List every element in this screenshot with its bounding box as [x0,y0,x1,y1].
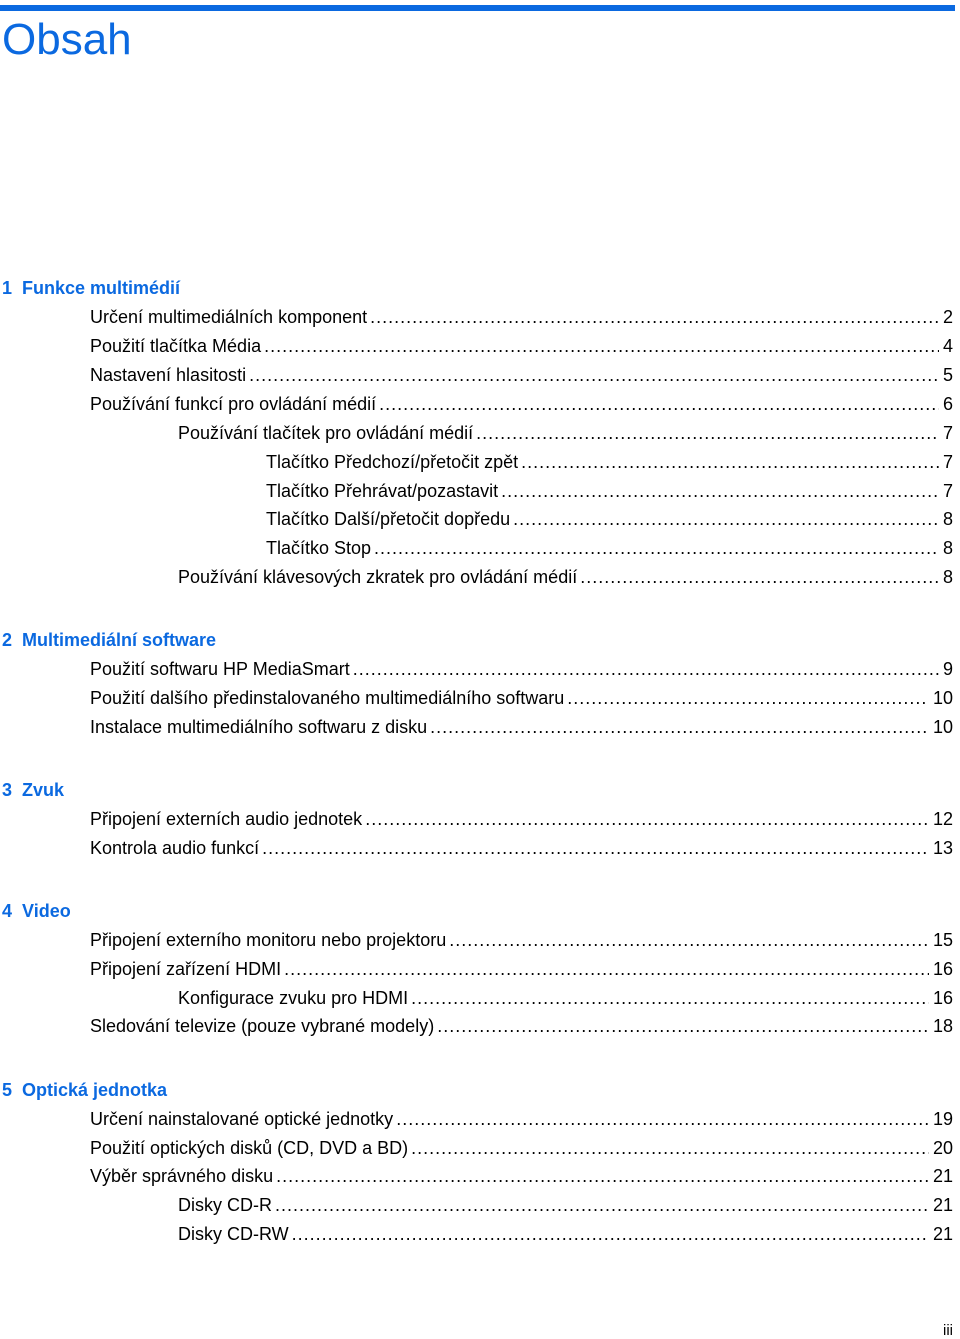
toc-entry-page: 7 [942,452,953,472]
chapter-number: 2 [2,630,13,650]
toc-entry[interactable] [90,687,953,709]
dot-leader [430,716,929,738]
toc-entry[interactable] [178,566,953,588]
chapter-heading[interactable] [2,900,71,922]
toc-entry[interactable] [90,837,953,859]
dot-leader [292,1223,929,1245]
toc-entry-page: 19 [932,1109,953,1129]
chapter-heading[interactable] [2,1079,167,1101]
toc-entry-page: 7 [942,423,953,443]
toc-entry-label: Připojení externího monitoru nebo projektoru [90,930,447,950]
dot-leader [513,508,939,530]
toc-entry-page: 21 [932,1166,953,1186]
dot-leader [249,364,939,386]
dot-leader [567,687,929,709]
toc-entry-label: Určení nainstalované optické jednotky [90,1109,394,1129]
toc-entry-page: 16 [932,988,953,1008]
chapter-title: Multimediální software [22,630,217,650]
toc-entry[interactable] [90,929,953,951]
chapter-heading[interactable] [2,779,64,801]
toc-entry-label: Tlačítko Předchozí/přetočit zpět [266,452,519,472]
toc-entry-page: 8 [942,567,953,587]
chapter-number: 3 [2,780,13,800]
toc-entry-page: 10 [932,717,953,737]
toc-entry[interactable] [90,306,953,328]
toc-entry-page: 8 [942,538,953,558]
toc-entry-label: Použití tlačítka Média [90,336,262,356]
toc-entry-page: 16 [932,959,953,979]
toc-entry-label: Disky CD-RW [178,1224,289,1244]
toc-entry-page: 12 [932,809,953,829]
toc-entry-page: 9 [942,659,953,679]
toc-entry-label: Sledování televize (pouze vybrané modely) [90,1016,435,1036]
chapter-number: 5 [2,1080,13,1100]
chapter-title: Zvuk [22,780,65,800]
toc-entry[interactable] [178,1223,953,1245]
toc-entry-page: 6 [942,394,953,414]
toc-entry-label: Tlačítko Stop [266,538,372,558]
dot-leader [449,929,929,951]
dot-leader [521,451,939,473]
toc-entry-page: 10 [932,688,953,708]
toc-entry-page: 5 [942,365,953,385]
toc-entry[interactable] [90,958,953,980]
dot-leader [411,1137,929,1159]
toc-entry-page: 21 [932,1224,953,1244]
page-title: Obsah [2,15,132,64]
toc-entry[interactable] [178,1194,953,1216]
toc-entry[interactable] [90,1137,953,1159]
toc-entry-label: Kontrola audio funkcí [90,838,260,858]
toc-entry[interactable] [178,987,953,1009]
toc-entry-label: Používání funkcí pro ovládání médií [90,394,377,414]
toc-entry-label: Používání klávesových zkratek pro ovládání médií [178,567,578,587]
top-rule [0,5,955,11]
toc-entry-label: Použití softwaru HP MediaSmart [90,659,350,679]
toc-entry-label: Instalace multimediálního softwaru z disku [90,717,428,737]
toc-entry[interactable] [90,658,953,680]
toc-entry-label: Tlačítko Další/přetočit dopředu [266,509,511,529]
toc-entry[interactable] [90,393,953,415]
toc-entry[interactable] [266,451,953,473]
toc-entry-page: 13 [932,838,953,858]
dot-leader [365,808,929,830]
chapter-heading[interactable] [2,277,180,299]
chapter-heading[interactable] [2,629,216,651]
dot-leader [276,1165,929,1187]
dot-leader [284,958,929,980]
toc-entry-label: Připojení externích audio jednotek [90,809,363,829]
toc-entry-label: Použití dalšího předinstalovaného multimediálního softwaru [90,688,565,708]
toc-entry[interactable] [90,335,953,357]
dot-leader [370,306,939,328]
toc-entry-page: 15 [932,930,953,950]
dot-leader [501,480,939,502]
toc-entry-label: Připojení zařízení HDMI [90,959,282,979]
toc-entry-label: Určení multimediálních komponent [90,307,368,327]
toc-entry-page: 4 [942,336,953,356]
dot-leader [379,393,939,415]
toc-entry[interactable] [90,716,953,738]
toc-entry[interactable] [266,480,953,502]
dot-leader [580,566,939,588]
toc-entry-label: Konfigurace zvuku pro HDMI [178,988,409,1008]
dot-leader [262,837,929,859]
toc-entry[interactable] [266,508,953,530]
toc-entry-label: Disky CD-R [178,1195,272,1215]
toc-entry-page: 21 [932,1195,953,1215]
toc-entry-label: Tlačítko Přehrávat/pozastavit [266,481,499,501]
dot-leader [353,658,939,680]
toc-entry[interactable] [90,364,953,386]
toc-entry[interactable] [90,1108,953,1130]
dot-leader [275,1194,929,1216]
dot-leader [437,1015,929,1037]
toc-entry-page: 8 [942,509,953,529]
toc-entry[interactable] [90,1165,953,1187]
toc-entry-page: 18 [932,1016,953,1036]
toc-entry-label: Používání tlačítek pro ovládání médií [178,423,474,443]
toc-entry[interactable] [90,808,953,830]
chapter-number: 4 [2,901,13,921]
chapter-title: Video [22,901,71,921]
chapter-title: Funkce multimédií [22,278,181,298]
dot-leader [264,335,939,357]
dot-leader [374,537,939,559]
toc-entry-label: Použití optických disků (CD, DVD a BD) [90,1138,409,1158]
chapter-number: 1 [2,278,13,298]
footer-page-number: iii [943,1322,953,1339]
dot-leader [396,1108,929,1130]
dot-leader [476,422,939,444]
toc-entry-page: 2 [942,307,953,327]
chapter-title: Optická jednotka [22,1080,168,1100]
dot-leader [411,987,929,1009]
toc-entry-label: Výběr správného disku [90,1166,274,1186]
toc-entry[interactable] [178,422,953,444]
toc-entry[interactable] [266,537,953,559]
toc-entry-page: 7 [942,481,953,501]
toc-entry-page: 20 [932,1138,953,1158]
toc-entry[interactable] [90,1015,953,1037]
toc-entry-label: Nastavení hlasitosti [90,365,247,385]
